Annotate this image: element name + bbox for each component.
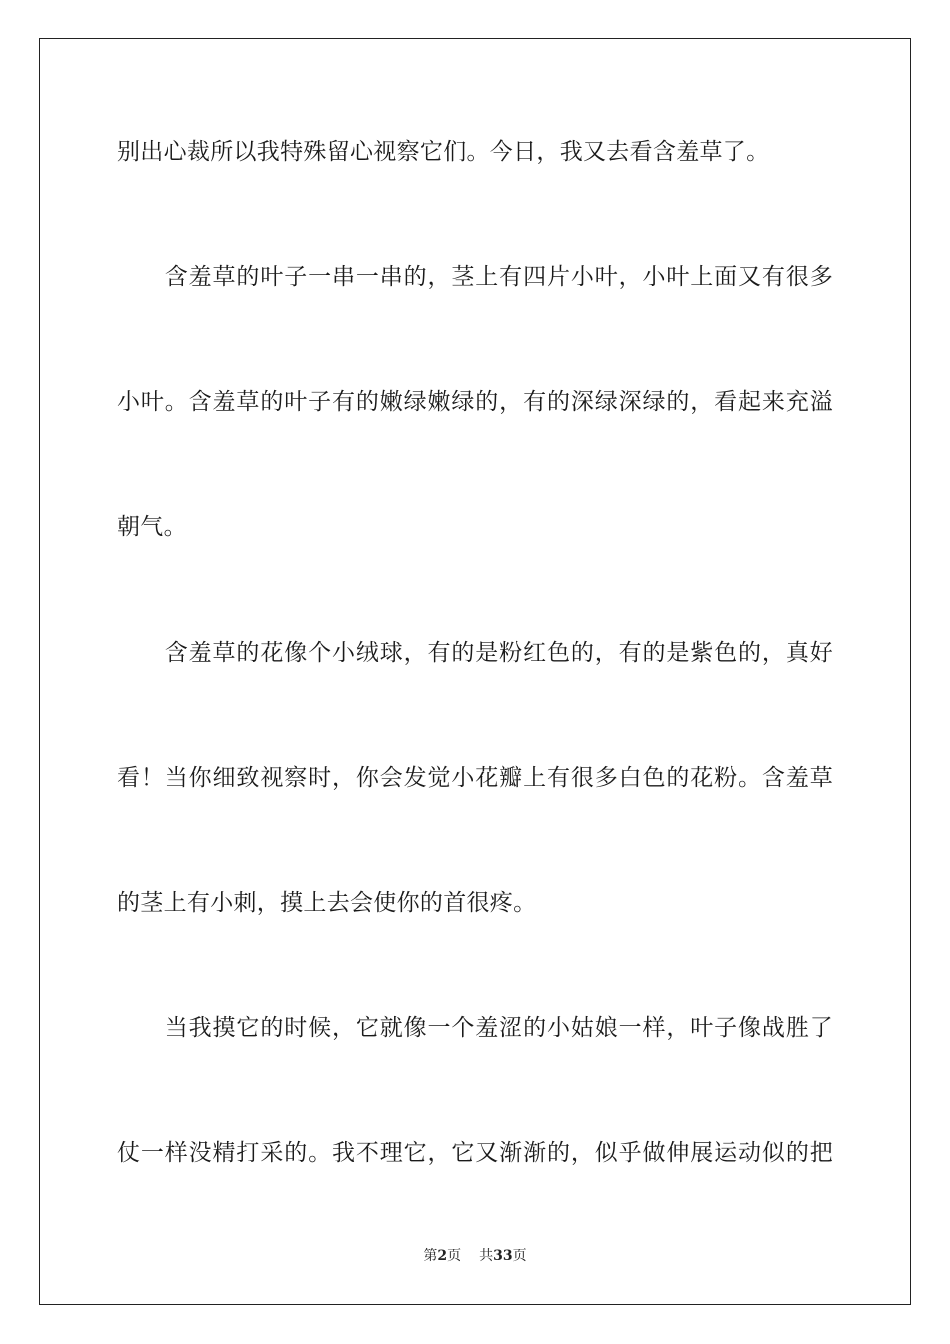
page-suffix: 页 (447, 1248, 462, 1264)
page-footer (0, 1247, 950, 1265)
text-line-5: 含羞草的花像个小绒球，有的是粉红色的，有的是紫色的，真好 (117, 640, 833, 666)
text-line-2: 含羞草的叶子一串一串的，茎上有四片小叶，小叶上面又有很多 (117, 264, 833, 290)
text-line-4: 朝气。 (117, 514, 187, 540)
text-line-9: 仗一样没精打采的。我不理它，它又渐渐的，似乎做伸展运动似的把 (117, 1140, 833, 1166)
page-number: 2 (437, 1248, 448, 1264)
text-line-3: 小叶。含羞草的叶子有的嫩绿嫩绿的，有的深绿深绿的，看起来充溢 (117, 389, 833, 415)
text-line-8: 当我摸它的时候，它就像一个羞涩的小姑娘一样，叶子像战胜了 (117, 1015, 833, 1041)
page-prefix: 第 (423, 1248, 438, 1264)
total-prefix: 共 (479, 1248, 494, 1264)
text-line-1: 别出心裁所以我特殊留心视察它们。今日，我又去看含羞草了。 (117, 139, 770, 165)
text-line-6: 看！当你细致视察时，你会发觉小花瓣上有很多白色的花粉。含羞草 (117, 765, 833, 791)
text-line-7: 的茎上有小刺，摸上去会使你的首很疼。 (117, 890, 537, 916)
page-border (39, 38, 911, 1305)
total-suffix: 页 (512, 1248, 527, 1264)
total-pages: 33 (493, 1248, 513, 1264)
